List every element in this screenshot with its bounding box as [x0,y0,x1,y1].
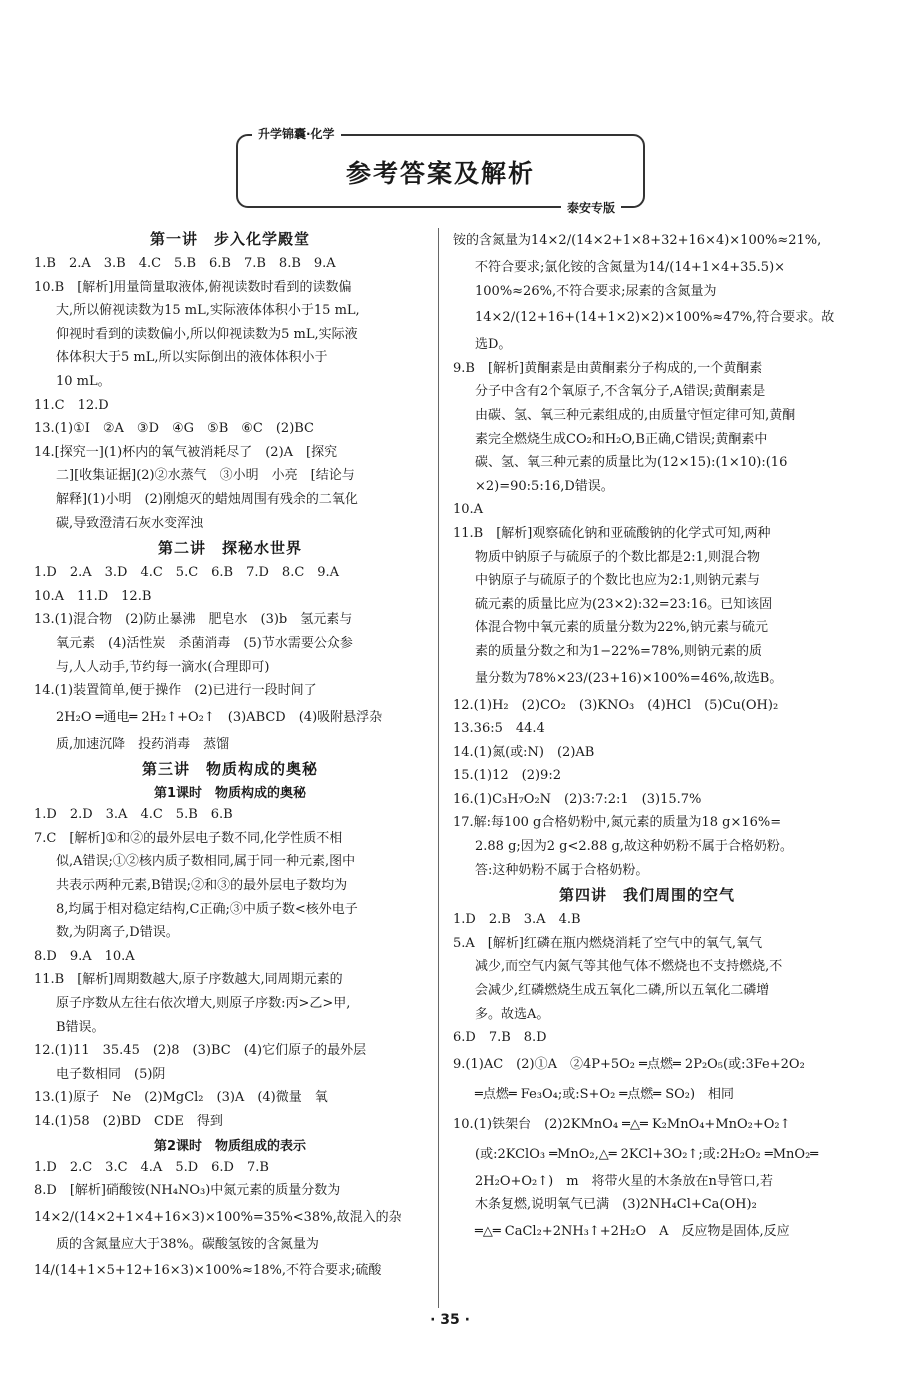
section-heading: 第一讲 步入化学殿堂 [149,230,310,248]
answer-line: 减少,而空气内氮气等其他气体不燃烧也不支持燃烧,不 [475,959,783,975]
answer-line: 11.B [解析]观察硫化钠和亚硫酸钠的化学式可知,两种 [453,525,771,541]
answer-line: 1.D 2.D 3.A 4.C 5.B 6.B [34,807,233,823]
answer-line: 8.D [解析]硝酸铵(NH₄NO₃)中氮元素的质量分数为 [34,1183,341,1199]
page-number: · 35 · [430,1312,470,1328]
answer-line: 与,人人动手,节约每一滴水(合理即可) [56,659,270,675]
answer-line: 2H₂O+O₂↑) m 将带火星的木条放在n导管口,若 [475,1173,774,1189]
answer-line: 10.B [解析]用量筒量取液体,俯视读数时看到的读数偏 [34,279,352,295]
answer-line: 14/(14+1×5+12+16×3)×100%≈18%,不符合要求;硫酸 [34,1263,382,1279]
answer-line: 铵的含氮量为14×2/(14×2+1×8+32+16×4)×100%≈21%, [453,233,822,248]
left-column [34,226,426,1286]
answer-line: 1.D 2.A 3.D 4.C 5.C 6.B 7.D 8.C 9.A [34,565,340,581]
series-name: 升学锦囊·化学 [252,125,341,142]
answer-line: 7.C [解析]①和②的最外层电子数不同,化学性质不相 [34,830,343,846]
answer-line: 14×2/(12+16+(14+1×2)×2)×100%≈47%,符合要求。故 [475,310,835,326]
answer-line: 9.(1)AC (2)①A ②4P+5O₂ ═点燃═ 2P₂O₅(或:3Fe+2O₂ [453,1056,805,1072]
answer-line: 100%≈26%,不符合要求;尿素的含氮量为 [475,283,717,299]
answer-line: 体体积大于5 mL,所以实际倒出的液体体积小于 [56,350,328,366]
answer-line: 共表示两种元素,B错误;②和③的最外层电子数均为 [56,878,348,894]
answer-line: 14×2/(14×2+1×4+16×3)×100%=35%<38%,故混入的杂 [34,1209,402,1225]
answer-line: 13.36:5 44.4 [453,721,545,737]
answer-line: 碳、氢、氧三种元素的质量比为(12×15):(1×10):(16 [475,455,788,471]
answer-line: 11.B [解析]周期数越大,原子序数越大,同周期元素的 [34,972,343,988]
answer-line: 12.(1)H₂ (2)CO₂ (3)KNO₃ (4)HCl (5)Cu(OH)₂ [453,697,779,713]
lesson-heading: 第2课时 物质组成的表示 [153,1138,307,1154]
answer-line: 16.(1)C₃H₇O₂N (2)3:7:2:1 (3)15.7% [453,791,702,807]
answer-line: B错误。 [56,1019,105,1035]
answer-line: 10.(1)铁架台 (2)2KMnO₄ ═△═ K₂MnO₄+MnO₂+O₂↑ [453,1116,791,1132]
answer-line: 1.B 2.A 3.B 4.C 5.B 6.B 7.B 8.B 9.A [34,256,336,271]
answer-line: 12.(1)11 35.45 (2)8 (3)BC (4)它们原子的最外层 [34,1043,367,1059]
answer-line: 选D。 [475,337,512,353]
answer-line: 13.(1)原子 Ne (2)MgCl₂ (3)A (4)微量 氧 [34,1090,328,1106]
answer-line: 8,均属于相对稳定结构,C正确;③中质子数<核外电子 [56,901,358,917]
answer-line: 2H₂O ═通电═ 2H₂↑+O₂↑ (3)ABCD (4)吸附悬浮杂 [56,709,383,725]
answer-line: 物质中钠原子与硫原子的个数比都是2:1,则混合物 [475,549,761,565]
answer-line: 1.D 2.C 3.C 4.A 5.D 6.D 7.B [34,1159,269,1175]
answer-line: 会减少,红磷燃烧生成五氧化二磷,所以五氧化二磷增 [475,983,770,999]
answer-line: 2.88 g;因为2 g<2.88 g,故这种奶粉不属于合格奶粉。 [475,839,793,855]
answer-line: 9.B [解析]黄酮素是由黄酮素分子构成的,一个黄酮素 [453,360,763,376]
answer-line: 量分数为78%×23/(23+16)×100%=46%,故选B。 [475,670,783,686]
answer-line: 素的质量分数之和为1−22%=78%,则钠元素的质 [475,643,762,659]
answer-line: 仰视时看到的读数偏小,所以仰视读数为5 mL,实际液 [56,326,358,342]
right-column [453,226,841,1247]
edition-label: 泰安专版 [561,199,621,216]
answer-line: 素完全燃烧生成CO₂和H₂O,B正确,C错误;黄酮素中 [475,431,768,447]
answer-line: 分子中含有2个氧原子,不含氧分子,A错误;黄酮素是 [475,384,766,400]
answer-line: ═点燃═ Fe₃O₄;或:S+O₂ ═点燃═ SO₂) 相同 [475,1086,735,1102]
answer-line: 原子序数从左往右依次增大,则原子序数:丙>乙>甲, [56,996,351,1012]
answer-line: 答:这种奶粉不属于合格奶粉。 [475,862,649,878]
answer-line: 木条复燃,说明氧气已满 (3)2NH₄Cl+Ca(OH)₂ [475,1197,757,1213]
answer-line: 数,为阴离子,D错误。 [56,925,179,941]
answer-line: 大,所以俯视读数为15 mL,实际液体体积小于15 mL, [56,303,360,319]
page-title: 参考答案及解析 [345,159,535,188]
answer-line: 10.A [453,502,484,518]
answer-line: 14.[探究一](1)杯内的氧气被消耗尽了 (2)A [探究 [34,444,338,460]
answer-line: 13.(1)混合物 (2)防止暴沸 肥皂水 (3)b 氢元素与 [34,612,353,628]
answer-line: 二][收集证据](2)②水蒸气 ③小明 小亮 [结论与 [56,468,355,484]
answer-line: 5.A [解析]红磷在瓶内燃烧消耗了空气中的氧气,氧气 [453,935,763,951]
answer-line: 氧元素 (4)活性炭 杀菌消毒 (5)节水需要公众参 [56,635,353,651]
section-heading: 第二讲 探秘水世界 [157,539,302,558]
answer-line: 解释](1)小明 (2)刚熄灭的蜡烛周围有残余的二氧化 [56,491,358,507]
answer-line: 体混合物中氧元素的质量分数为22%,钠元素与硫元 [475,620,769,636]
answer-line: 不符合要求;氯化铵的含氮量为14/(14+1×4+35.5)× [475,260,786,275]
answer-line: ═△═ CaCl₂+2NH₃↑+2H₂O A 反应物是固体,反应 [475,1224,790,1239]
answer-line: 17.解:每100 g合格奶粉中,氮元素的质量为18 g×16%= [453,815,782,831]
title-banner [236,127,645,215]
lesson-heading: 第1课时 物质构成的奥秘 [153,786,307,802]
column-divider [438,228,439,1308]
answer-line: 中钠原子与硫原子的个数比也应为2:1,则钠元素与 [475,573,761,589]
answer-line: 电子数相同 (5)阴 [56,1066,166,1082]
answer-line: 似,A错误;①②核内质子数相同,属于同一种元素,图中 [56,854,356,870]
answer-line: 14.(1)装置简单,便于操作 (2)已进行一段时间了 [34,683,317,699]
answer-line: 14.(1)氮(或:N) (2)AB [453,744,595,760]
answer-line: 1.D 2.B 3.A 4.B [453,912,581,928]
answer-line: 8.D 9.A 10.A [34,948,135,964]
answer-line: 6.D 7.B 8.D [453,1030,547,1046]
answer-line: 11.C 12.D [34,397,109,413]
answer-line: 10 mL。 [56,373,111,389]
answer-line: 15.(1)12 (2)9:2 [453,768,561,784]
answer-line: (或:2KClO₃ ═MnO₂,△═ 2KCl+3O₂↑;或:2H₂O₂ ═MnO₂═ [475,1146,819,1162]
answer-line: 碳,导致澄清石灰水变浑浊 [56,515,204,531]
answer-line: 10.A 11.D 12.B [34,588,152,604]
answer-line: 硫元素的质量比应为(23×2):32=23:16。已知该固 [475,596,773,612]
answer-line: 质,加速沉降 投药消毒 蒸馏 [56,736,230,752]
answer-line: 13.(1)①I ②A ③D ④G ⑤B ⑥C (2)BC [34,421,315,437]
section-heading: 第四讲 我们周围的空气 [558,886,735,905]
answer-line: 由碳、氢、氧三种元素组成的,由质量守恒定律可知,黄酮 [475,407,796,423]
answer-line: 14.(1)58 (2)BD CDE 得到 [34,1114,223,1129]
answer-line: ×2)=90:5:16,D错误。 [475,478,614,494]
section-heading: 第三讲 物质构成的奥秘 [141,760,318,779]
answer-line: 质的含氮量应大于38%。碳酸氢铵的含氮量为 [56,1236,319,1252]
answer-line: 多。故选A。 [475,1006,550,1022]
